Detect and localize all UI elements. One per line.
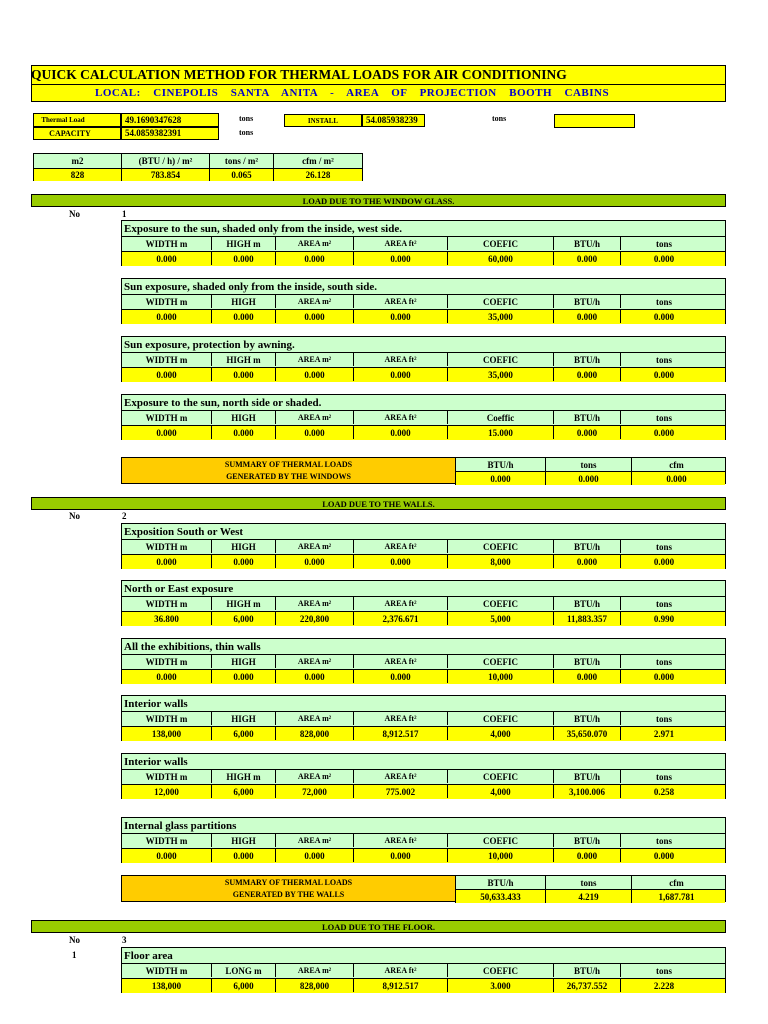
width-value[interactable]: 0.000 bbox=[122, 252, 212, 265]
section-no-label: No bbox=[69, 935, 80, 945]
column-header: BTU/h bbox=[554, 597, 621, 610]
coefficient-value[interactable]: 60,000 bbox=[448, 252, 554, 265]
column-header: AREA ft² bbox=[354, 712, 448, 725]
window-glass-section bbox=[121, 336, 726, 382]
column-header: AREA ft² bbox=[354, 597, 448, 610]
column-header: AREA ft² bbox=[354, 411, 448, 424]
capacity-unit: tons bbox=[239, 128, 254, 137]
thermal-load-label: Thermal Load bbox=[41, 116, 85, 124]
column-header: AREA ft² bbox=[354, 770, 448, 783]
column-header: tons bbox=[655, 412, 672, 423]
floor-area-section bbox=[121, 947, 726, 993]
thermal-load-unit: tons bbox=[239, 114, 254, 123]
column-header: AREA m² bbox=[276, 964, 354, 977]
column-header: COEFIC bbox=[448, 834, 554, 847]
wall-section bbox=[121, 695, 726, 741]
tons-value[interactable]: 0.258 bbox=[653, 786, 675, 797]
column-header: WIDTH m bbox=[122, 770, 212, 783]
column-header: COEFIC bbox=[448, 237, 554, 250]
table-header-row bbox=[122, 712, 725, 727]
column-header: AREA m² bbox=[276, 411, 354, 424]
width-value[interactable]: 138,000 bbox=[122, 979, 212, 992]
summary-column-header: BTU/h bbox=[455, 458, 545, 471]
column-header: COEFIC bbox=[448, 353, 554, 366]
column-header: BTU/h bbox=[554, 770, 621, 783]
column-header: AREA ft² bbox=[354, 353, 448, 366]
coefficient-value[interactable]: 15.000 bbox=[448, 426, 554, 439]
summary-value-row bbox=[455, 890, 725, 903]
coefficient-value[interactable]: 10,000 bbox=[448, 849, 554, 862]
thermal-load-value[interactable]: 49.1690347628 bbox=[121, 113, 219, 127]
section-no-value: 1 bbox=[122, 209, 127, 219]
page-subtitle: LOCAL: CINEPOLIS SANTA ANITA - AREA OF PROJECTION BOOTH CABINS bbox=[95, 87, 610, 99]
column-header: BTU/h bbox=[554, 655, 621, 668]
walls-summary bbox=[121, 875, 726, 902]
column-header: AREA m² bbox=[276, 597, 354, 610]
column-header: tons bbox=[655, 713, 672, 724]
height-value[interactable]: 6,000 bbox=[212, 785, 276, 798]
width-value[interactable]: 0.000 bbox=[122, 670, 212, 683]
tons-value[interactable]: 2.228 bbox=[653, 980, 675, 991]
width-value[interactable]: 0.000 bbox=[122, 368, 212, 381]
area-ft2-value[interactable]: 0.000 bbox=[354, 368, 448, 381]
column-header: BTU/h bbox=[554, 237, 621, 250]
btuh-value[interactable]: 0.000 bbox=[554, 368, 621, 381]
column-header: tons bbox=[655, 541, 672, 552]
column-header: AREA ft² bbox=[354, 834, 448, 847]
ratio-value-cfm[interactable]: 26.128 bbox=[305, 170, 331, 180]
table-value-row bbox=[122, 555, 725, 569]
ratio-header-tons: tons / m² bbox=[210, 154, 274, 168]
column-header: AREA ft² bbox=[354, 237, 448, 250]
coefficient-value[interactable]: 35,000 bbox=[448, 368, 554, 381]
section-title: Internal glass partitions bbox=[122, 818, 725, 834]
width-value[interactable]: 12,000 bbox=[122, 785, 212, 798]
column-header: HIGH m bbox=[212, 353, 276, 366]
summary-column-header: cfm bbox=[631, 458, 721, 471]
height-value[interactable]: 6,000 bbox=[212, 979, 276, 992]
column-header: BTU/h bbox=[554, 540, 621, 553]
btuh-value[interactable]: 0.000 bbox=[554, 310, 621, 323]
window-glass-section bbox=[121, 220, 726, 266]
column-header: COEFIC bbox=[448, 540, 554, 553]
wall-section bbox=[121, 580, 726, 626]
summary-label bbox=[122, 876, 455, 901]
column-header: tons bbox=[655, 965, 672, 976]
btuh-value[interactable]: 0.000 bbox=[554, 555, 621, 568]
tons-value[interactable]: 2.971 bbox=[653, 728, 675, 739]
table-value-row bbox=[122, 979, 725, 993]
table-header-row bbox=[122, 597, 725, 612]
column-header: BTU/h bbox=[554, 712, 621, 725]
table-header-row bbox=[122, 353, 725, 368]
area-m2-value[interactable]: 828,000 bbox=[276, 979, 354, 992]
coefficient-value[interactable]: 8,000 bbox=[448, 555, 554, 568]
capacity-value[interactable]: 54.0859382391 bbox=[121, 127, 219, 140]
section-title: Interior walls bbox=[122, 696, 725, 712]
column-header: HIGH bbox=[212, 540, 276, 553]
summary-cfm-value[interactable]: 1,687.781 bbox=[631, 890, 721, 903]
area-m2-value[interactable]: 72,000 bbox=[276, 785, 354, 798]
section-no-value: 2 bbox=[122, 511, 127, 521]
column-header: tons bbox=[655, 238, 672, 249]
coefficient-value[interactable]: 4,000 bbox=[448, 785, 554, 798]
column-header: AREA m² bbox=[276, 834, 354, 847]
column-header: BTU/h bbox=[554, 834, 621, 847]
coefficient-value[interactable]: 10,000 bbox=[448, 670, 554, 683]
summary-column-header: BTU/h bbox=[455, 876, 545, 889]
column-header: AREA m² bbox=[276, 295, 354, 308]
tons-value[interactable]: 0.000 bbox=[653, 671, 675, 682]
area-ft2-value[interactable]: 8,912.517 bbox=[354, 979, 448, 992]
btuh-value[interactable]: 0.000 bbox=[554, 426, 621, 439]
tons-value[interactable]: 0.000 bbox=[653, 253, 675, 264]
area-m2-value[interactable]: 0.000 bbox=[276, 310, 354, 323]
install-value[interactable]: 54.085938239 bbox=[362, 114, 425, 127]
summary-label-line-1: SUMMARY OF THERMAL LOADS bbox=[224, 877, 353, 887]
btuh-value[interactable]: 35,650.070 bbox=[554, 727, 621, 740]
table-value-row bbox=[122, 612, 725, 626]
column-header: COEFIC bbox=[448, 655, 554, 668]
tons-value[interactable]: 0.990 bbox=[653, 613, 675, 624]
area-m2-value[interactable]: 0.000 bbox=[276, 252, 354, 265]
table-header-row bbox=[122, 411, 725, 426]
area-ft2-value[interactable]: 0.000 bbox=[354, 426, 448, 439]
table-header-row bbox=[122, 540, 725, 555]
column-header: WIDTH m bbox=[122, 712, 212, 725]
height-value[interactable]: 0.000 bbox=[212, 849, 276, 862]
column-header: AREA m² bbox=[276, 712, 354, 725]
section-title: Exposure to the sun, shaded only from the inside, west side. bbox=[122, 221, 725, 237]
title-divider bbox=[31, 84, 726, 85]
tons-value[interactable]: 0.000 bbox=[653, 311, 675, 322]
section-title: Sun exposure, shaded only from the inside, south side. bbox=[122, 279, 725, 295]
column-header: HIGH bbox=[212, 411, 276, 424]
column-header: Coeffic bbox=[448, 411, 554, 424]
column-header: COEFIC bbox=[448, 597, 554, 610]
column-header: tons bbox=[655, 296, 672, 307]
table-value-row bbox=[122, 670, 725, 684]
table-header-row bbox=[122, 770, 725, 785]
column-header: BTU/h bbox=[554, 964, 621, 977]
ratio-header-cfm: cfm / m² bbox=[302, 156, 334, 166]
summary-tons-value[interactable]: 0.000 bbox=[545, 472, 631, 485]
capacity-label: CAPACITY bbox=[49, 129, 91, 138]
table-value-row bbox=[122, 727, 725, 741]
height-value[interactable]: 6,000 bbox=[212, 612, 276, 625]
btuh-value[interactable]: 3,100.006 bbox=[554, 785, 621, 798]
width-value[interactable]: 0.000 bbox=[122, 555, 212, 568]
wall-section bbox=[121, 753, 726, 799]
floor-section-band: LOAD DUE TO THE FLOOR. bbox=[31, 920, 726, 933]
column-header: COEFIC bbox=[448, 712, 554, 725]
column-header: AREA m² bbox=[276, 655, 354, 668]
ratio-value-btu[interactable]: 783.854 bbox=[122, 169, 210, 181]
column-header: WIDTH m bbox=[122, 353, 212, 366]
walls-section-band: LOAD DUE TO THE WALLS. bbox=[31, 497, 726, 510]
column-header: tons bbox=[655, 598, 672, 609]
column-header: WIDTH m bbox=[122, 834, 212, 847]
summary-table bbox=[455, 876, 725, 901]
section-no-label: No bbox=[69, 209, 80, 219]
ratio-header-btu: (BTU / h) / m² bbox=[122, 154, 210, 168]
table-header-row bbox=[122, 237, 725, 252]
btuh-value[interactable]: 26,737.552 bbox=[554, 979, 621, 992]
column-header: AREA ft² bbox=[354, 964, 448, 977]
summary-label-line-2: GENERATED BY THE WINDOWS bbox=[226, 471, 351, 481]
column-header: BTU/h bbox=[554, 411, 621, 424]
install-extra-cell[interactable] bbox=[554, 114, 635, 128]
area-ft2-value[interactable]: 0.000 bbox=[354, 670, 448, 683]
height-value[interactable]: 0.000 bbox=[212, 368, 276, 381]
wall-section bbox=[121, 638, 726, 684]
area-m2-value[interactable]: 0.000 bbox=[276, 368, 354, 381]
table-header-row bbox=[122, 655, 725, 670]
area-m2-value[interactable]: 220,800 bbox=[276, 612, 354, 625]
summary-btuh-value[interactable]: 50,633.433 bbox=[455, 890, 545, 903]
tons-value[interactable]: 0.000 bbox=[653, 427, 675, 438]
column-header: WIDTH m bbox=[122, 655, 212, 668]
area-m2-value[interactable]: 0.000 bbox=[276, 849, 354, 862]
install-label: INSTALL bbox=[284, 114, 362, 127]
column-header: tons bbox=[655, 656, 672, 667]
area-ft2-value[interactable]: 0.000 bbox=[354, 310, 448, 323]
table-value-row bbox=[122, 252, 725, 266]
column-header: HIGH bbox=[212, 295, 276, 308]
table-value-row bbox=[122, 785, 725, 799]
btuh-value[interactable]: 0.000 bbox=[554, 252, 621, 265]
column-header: HIGH m bbox=[212, 597, 276, 610]
ratio-header-m2: m2 bbox=[34, 154, 122, 168]
summary-column-header: tons bbox=[545, 458, 631, 471]
column-header: tons bbox=[655, 835, 672, 846]
section-title: Exposure to the sun, north side or shaded. bbox=[122, 395, 725, 411]
width-value[interactable]: 138,000 bbox=[122, 727, 212, 740]
column-header: WIDTH m bbox=[122, 411, 212, 424]
table-header-row bbox=[122, 834, 725, 849]
section-no-label: No bbox=[69, 511, 80, 521]
install-unit: tons bbox=[492, 114, 507, 123]
btuh-value[interactable]: 0.000 bbox=[554, 670, 621, 683]
column-header: AREA m² bbox=[276, 237, 354, 250]
column-header: tons bbox=[655, 354, 672, 365]
section-title: Exposition South or West bbox=[122, 524, 725, 540]
height-value[interactable]: 6,000 bbox=[212, 727, 276, 740]
height-value[interactable]: 0.000 bbox=[212, 555, 276, 568]
column-header: AREA ft² bbox=[354, 655, 448, 668]
column-header: AREA m² bbox=[276, 540, 354, 553]
column-header: HIGH bbox=[212, 712, 276, 725]
area-ft2-value[interactable]: 0.000 bbox=[354, 555, 448, 568]
coefficient-value[interactable]: 35,000 bbox=[448, 310, 554, 323]
tons-value[interactable]: 0.000 bbox=[653, 369, 675, 380]
area-ft2-value[interactable]: 8,912.517 bbox=[354, 727, 448, 740]
summary-label-line-2: GENERATED BY THE WALLS bbox=[232, 889, 345, 899]
ratio-value-tons[interactable]: 0.065 bbox=[210, 169, 274, 181]
summary-tons-value[interactable]: 4.219 bbox=[545, 890, 631, 903]
area-m2-value[interactable]: 828,000 bbox=[276, 727, 354, 740]
height-value[interactable]: 0.000 bbox=[212, 670, 276, 683]
area-m2-value[interactable]: 0.000 bbox=[276, 555, 354, 568]
height-value[interactable]: 0.000 bbox=[212, 310, 276, 323]
column-header: WIDTH m bbox=[122, 237, 212, 250]
area-m2-value[interactable]: 0.000 bbox=[276, 426, 354, 439]
column-header: tons bbox=[655, 771, 672, 782]
table-header-row bbox=[122, 295, 725, 310]
coefficient-value[interactable]: 5,000 bbox=[448, 612, 554, 625]
column-header: BTU/h bbox=[554, 353, 621, 366]
column-header: WIDTH m bbox=[122, 295, 212, 308]
table-value-row bbox=[122, 426, 725, 440]
column-header: AREA m² bbox=[276, 353, 354, 366]
section-title: Interior walls bbox=[122, 754, 725, 770]
section-title: North or East exposure bbox=[122, 581, 725, 597]
tons-value[interactable]: 0.000 bbox=[653, 556, 675, 567]
column-header: HIGH m bbox=[212, 237, 276, 250]
section-title: All the exhibitions, thin walls bbox=[122, 639, 725, 655]
section-title: Floor area bbox=[122, 948, 725, 964]
floor-row-number: 1 bbox=[72, 950, 77, 960]
area-ft2-value[interactable]: 0.000 bbox=[354, 849, 448, 862]
summary-column-header: tons bbox=[545, 876, 631, 889]
column-header: WIDTH m bbox=[122, 597, 212, 610]
wall-section bbox=[121, 523, 726, 569]
table-header-row bbox=[122, 964, 725, 979]
area-m2-value[interactable]: 0.000 bbox=[276, 670, 354, 683]
coefficient-value[interactable]: 4,000 bbox=[448, 727, 554, 740]
section-no-value: 3 bbox=[122, 935, 127, 945]
table-value-row bbox=[122, 849, 725, 863]
column-header: WIDTH m bbox=[122, 540, 212, 553]
summary-table bbox=[455, 458, 725, 483]
btuh-value[interactable]: 0.000 bbox=[554, 849, 621, 862]
column-header: AREA m² bbox=[276, 770, 354, 783]
column-header: LONG m bbox=[212, 964, 276, 977]
page-title: QUICK CALCULATION METHOD FOR THERMAL LOADS FOR AIR CONDITIONING bbox=[31, 66, 567, 82]
column-header: HIGH m bbox=[212, 770, 276, 783]
btuh-value[interactable]: 11,883.357 bbox=[554, 612, 621, 625]
wall-section bbox=[121, 817, 726, 863]
column-header: BTU/h bbox=[554, 295, 621, 308]
column-header: COEFIC bbox=[448, 770, 554, 783]
window-glass-section bbox=[121, 278, 726, 324]
summary-btuh-value[interactable]: 0.000 bbox=[455, 472, 545, 485]
summary-column-header: cfm bbox=[631, 876, 721, 889]
windows-section-band: LOAD DUE TO THE WINDOW GLASS. bbox=[31, 194, 726, 207]
tons-value[interactable]: 0.000 bbox=[653, 850, 675, 861]
section-title: Sun exposure, protection by awning. bbox=[122, 337, 725, 353]
summary-cfm-value[interactable]: 0.000 bbox=[631, 472, 721, 485]
area-ft2-value[interactable]: 0.000 bbox=[354, 252, 448, 265]
area-ft2-value[interactable]: 775.002 bbox=[354, 785, 448, 798]
summary-header-row bbox=[455, 876, 725, 890]
column-header: HIGH bbox=[212, 655, 276, 668]
ratio-value-m2[interactable]: 828 bbox=[34, 169, 122, 181]
window-glass-section bbox=[121, 394, 726, 440]
summary-value-row bbox=[455, 472, 725, 485]
height-value[interactable]: 0.000 bbox=[212, 252, 276, 265]
width-value[interactable]: 0.000 bbox=[122, 426, 212, 439]
width-value[interactable]: 36.800 bbox=[122, 612, 212, 625]
summary-header-row bbox=[455, 458, 725, 472]
height-value[interactable]: 0.000 bbox=[212, 426, 276, 439]
windows-summary bbox=[121, 457, 726, 484]
summary-label bbox=[122, 458, 455, 483]
table-value-row bbox=[122, 310, 725, 324]
column-header: COEFIC bbox=[448, 964, 554, 977]
column-header: WIDTH m bbox=[122, 964, 212, 977]
column-header: AREA ft² bbox=[354, 540, 448, 553]
ratios-table bbox=[33, 153, 363, 181]
column-header: HIGH bbox=[212, 834, 276, 847]
summary-label-line-1: SUMMARY OF THERMAL LOADS bbox=[224, 459, 353, 469]
column-header: AREA ft² bbox=[354, 295, 448, 308]
width-value[interactable]: 0.000 bbox=[122, 310, 212, 323]
area-ft2-value[interactable]: 2,376.671 bbox=[354, 612, 448, 625]
table-value-row bbox=[122, 368, 725, 382]
column-header: COEFIC bbox=[448, 295, 554, 308]
coefficient-value[interactable]: 3.000 bbox=[448, 979, 554, 992]
width-value[interactable]: 0.000 bbox=[122, 849, 212, 862]
